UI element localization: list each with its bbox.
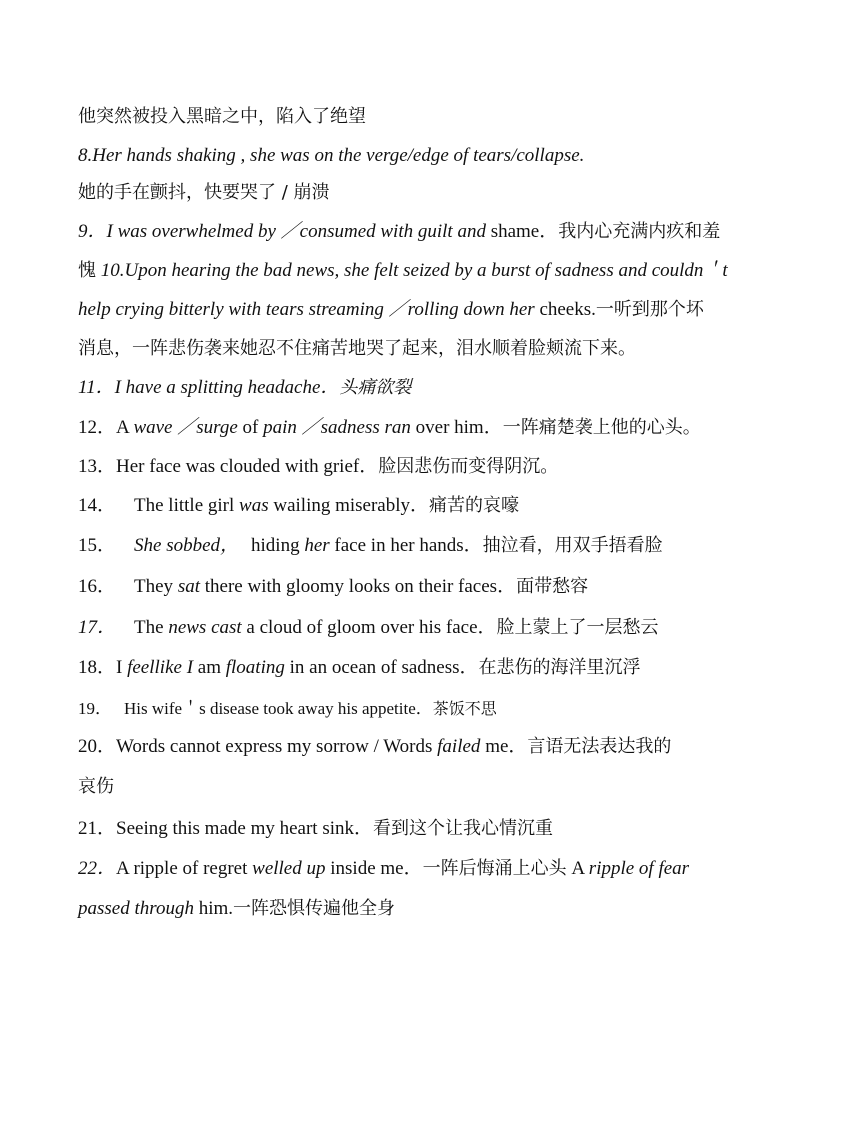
item-10-en-italic: help crying bitterly with tears streaming ／rolling down her [78, 299, 535, 320]
item-14-number: 14． [78, 495, 117, 516]
item-15-zh: 抽泣看，用双手捂看脸 [482, 535, 663, 556]
item-10-en: 10.Upon hearing the bad news, she felt seized by a burst of sadness and couldn＇t [96, 260, 728, 281]
item-20-en-1: Words cannot express my sorrow / Words [116, 736, 438, 757]
item-9-en-italic: I was overwhelmed by ／consumed with guilt and [106, 221, 486, 242]
item-12 [78, 416, 784, 440]
item-13-en: Her face was clouded with grief． [116, 456, 379, 477]
item-21-en: Seeing this made my heart sink． [116, 818, 373, 839]
item-14-en-2: was [239, 495, 269, 516]
item-10-zh: 一听到那个坏 [595, 299, 704, 320]
item-12-zh: 一阵痛楚袭上他的心头。 [502, 417, 701, 438]
item-13 [78, 455, 784, 479]
item-9 [78, 220, 784, 244]
item-22-number: 22． [78, 858, 117, 879]
item-16-en-1: They [134, 576, 178, 597]
item-12-number: 12． [78, 417, 117, 438]
item-18-en-5: in an ocean of sadness． [284, 657, 479, 678]
item-16-en-3: there with gloomy looks on their faces． [200, 576, 517, 597]
item-19-zh: 茶饭不思 [432, 699, 497, 718]
item-20-cont [78, 775, 784, 799]
item-19-en: His wife＇s disease took away his appetite． [124, 699, 433, 718]
item-8-translation [78, 181, 784, 205]
item-22 [78, 857, 784, 881]
item-11 [78, 376, 784, 400]
item-11-en: I have a splitting headache． [114, 377, 340, 398]
item-20-zh-cont: 哀伤 [78, 776, 114, 797]
item-8-zh: 她的手在颤抖，快要哭了 / 崩溃 [78, 182, 330, 203]
item-10-line-3 [78, 337, 784, 361]
item-15 [78, 534, 784, 558]
item-22-en-6: passed through [78, 898, 194, 919]
item-14 [78, 494, 784, 518]
item-11-zh: 头痛欲裂 [339, 377, 412, 398]
item-10-line-2 [78, 298, 784, 322]
item-15-en-1: She sobbed， [134, 535, 240, 556]
item-8 [78, 144, 784, 168]
item-22-cont [78, 897, 784, 921]
item-17-en-1: The [134, 617, 169, 638]
item-20-en-3: me． [480, 736, 528, 757]
item-14-zh: 痛苦的哀嚎 [429, 495, 520, 516]
item-17-zh: 脸上蒙上了一层愁云 [496, 617, 659, 638]
item-11-number: 11． [78, 377, 115, 398]
item-10-line-1 [78, 259, 784, 283]
item-21-number: 21． [78, 818, 117, 839]
item-22-en-5: ripple of fear [588, 858, 690, 879]
item-12-en-3: of [237, 417, 264, 438]
item-22-en-3: inside me． [325, 858, 423, 879]
item-9-number: 9． [78, 221, 107, 242]
item-22-zh-cont: 一阵恐惧传遍他全身 [233, 898, 396, 919]
line-1-zh: 他突然被投入黑暗之中，陷入了绝望 [78, 106, 366, 127]
item-8-en: 8.Her hands shaking , she was on the verge/edge of tears/collapse. [78, 145, 585, 166]
item-22-en-7: him. [193, 898, 234, 919]
item-18 [78, 656, 784, 680]
item-13-number: 13． [78, 456, 117, 477]
item-17-number: 17． [78, 617, 117, 638]
item-16-number: 16． [78, 576, 117, 597]
item-20-zh: 言语无法表达我的 [527, 736, 672, 757]
item-12-en-2: wave ／surge [133, 417, 238, 438]
item-22-en-2: welled up [252, 858, 326, 879]
item-16-zh: 面带愁容 [516, 576, 589, 597]
item-9-en: shame． [485, 221, 559, 242]
item-20-en-2: failed [437, 736, 481, 757]
item-12-en-5: over him． [410, 417, 503, 438]
item-15-en-3: her [304, 535, 330, 556]
item-21-zh: 看到这个让我心情沉重 [373, 818, 553, 839]
item-14-en-3: wailing miserably． [268, 495, 430, 516]
item-16-en-2: sat [177, 576, 200, 597]
item-22-en-1: A ripple of regret [116, 858, 253, 879]
line-1 [78, 105, 784, 129]
item-16 [78, 575, 784, 599]
item-18-en-4: floating [225, 657, 285, 678]
item-18-en-2: feellike I [127, 657, 194, 678]
item-12-en-1: A [116, 417, 134, 438]
item-20-number: 20． [78, 736, 117, 757]
item-12-en-4: pain ／sadness ran [263, 417, 411, 438]
item-15-en-4: face in her hands． [329, 535, 483, 556]
item-19-number: 19． [78, 699, 112, 718]
item-9-zh: 我内心充满内疚和羞 [558, 221, 721, 242]
item-10-en-plain: cheeks. [534, 299, 596, 320]
item-22-en-4: A [566, 858, 589, 879]
item-22-zh: 一阵后悔涌上心头 [422, 858, 567, 879]
item-18-zh: 在悲伤的海洋里沉浮 [478, 657, 641, 678]
item-14-en-1: The little girl [134, 495, 240, 516]
item-15-number: 15． [78, 535, 117, 556]
item-18-en-3: am [193, 657, 226, 678]
item-17-en-2: news cast [168, 617, 242, 638]
item-18-number: 18． [78, 657, 117, 678]
item-18-en-1: I [116, 657, 128, 678]
item-9-zh-cont: 愧 [78, 260, 96, 281]
item-21 [78, 817, 784, 841]
item-13-zh: 脸因悲伤而变得阴沉。 [378, 456, 559, 477]
item-20 [78, 735, 784, 759]
item-10-zh-cont: 消息，一阵悲伤袭来她忍不住痛苦地哭了起来，泪水顺着脸颊流下来。 [78, 338, 636, 359]
item-19 [78, 697, 784, 721]
item-15-en-2: hiding [251, 535, 305, 556]
item-17-en-3: a cloud of gloom over his face． [241, 617, 497, 638]
item-17 [78, 616, 784, 640]
